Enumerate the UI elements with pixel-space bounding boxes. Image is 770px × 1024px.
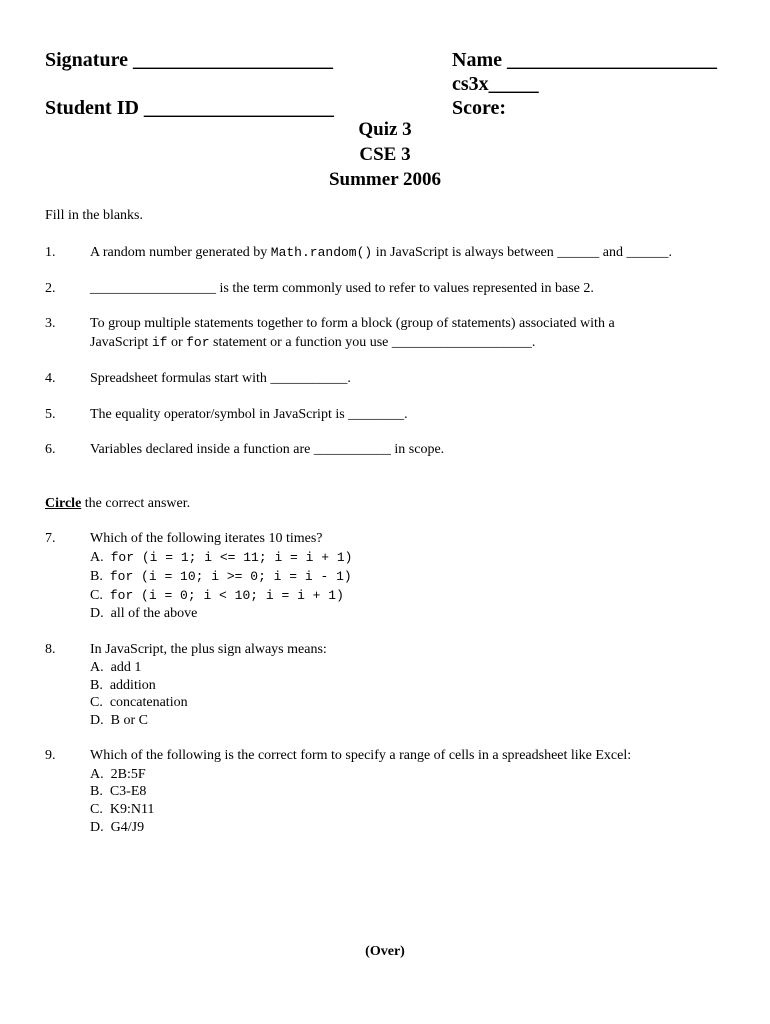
option-c[interactable]: C. for (i = 0; i < 10; i = i + 1) (90, 588, 344, 603)
question-text: In JavaScript, the plus sign always means: (90, 642, 327, 657)
code-snippet: Math.random() (270, 245, 373, 260)
option-c[interactable]: C. K9:N11 (90, 802, 155, 817)
student-id-field[interactable]: Student ID ___________________ (45, 97, 334, 119)
question-number: 4. (45, 371, 56, 386)
option-c[interactable]: C. concatenation (90, 695, 188, 710)
score-label: Score: (452, 97, 507, 119)
question-number: 8. (45, 642, 56, 657)
question-number: 3. (45, 316, 56, 331)
question-text: Spreadsheet formulas start with ___________. (90, 371, 351, 386)
course-title: CSE 3 (359, 144, 411, 165)
option-d[interactable]: D. all of the above (90, 606, 198, 621)
question-number: 9. (45, 748, 56, 763)
question-text-line2: JavaScript if or for statement or a function you use ____________________. (90, 335, 536, 350)
question-number: 1. (45, 245, 56, 260)
name-field[interactable]: Name _____________________ (452, 49, 717, 71)
question-text: The equality operator/symbol in JavaScript is ________. (90, 407, 408, 422)
option-a[interactable]: A. add 1 (90, 660, 142, 675)
fill-in-instruction: Fill in the blanks. (45, 208, 143, 223)
question-text: A random number generated by Math.random() in JavaScript is always between ______ and ______. (90, 245, 672, 260)
signature-field[interactable]: Signature ____________________ (45, 49, 333, 71)
question-text: Which of the following is the correct form to specify a range of cells in a spreadsheet like Excel: (90, 748, 632, 763)
over-note: (Over) (365, 944, 405, 959)
question-text: Which of the following iterates 10 times? (90, 531, 323, 546)
option-d[interactable]: D. B or C (90, 713, 148, 728)
circle-instruction: Circle the correct answer. (45, 496, 191, 511)
term-title: Summer 2006 (328, 169, 442, 190)
question-number: 5. (45, 407, 56, 422)
option-b[interactable]: B. addition (90, 678, 156, 693)
quiz-title: Quiz 3 (358, 119, 412, 140)
question-number: 6. (45, 442, 56, 457)
question-text-line1: To group multiple statements together to form a block (group of statements) associated with a (90, 316, 615, 331)
question-text: __________________ is the term commonly used to refer to values represented in base 2. (90, 281, 594, 296)
option-b[interactable]: B. C3-E8 (90, 784, 147, 799)
code-snippet: for (186, 335, 210, 350)
code-snippet: if (151, 335, 168, 350)
option-a[interactable]: A. for (i = 1; i <= 11; i = i + 1) (90, 550, 353, 565)
class-field[interactable]: cs3x_____ (452, 73, 539, 95)
option-a[interactable]: A. 2B:5F (90, 767, 146, 782)
question-number: 2. (45, 281, 56, 296)
option-d[interactable]: D. G4/J9 (90, 820, 145, 835)
question-number: 7. (45, 531, 56, 546)
circle-emphasis: Circle (45, 496, 82, 511)
question-text: Variables declared inside a function are ___________ in scope. (90, 442, 445, 457)
option-b[interactable]: B. for (i = 10; i >= 0; i = i - 1) (90, 569, 352, 584)
